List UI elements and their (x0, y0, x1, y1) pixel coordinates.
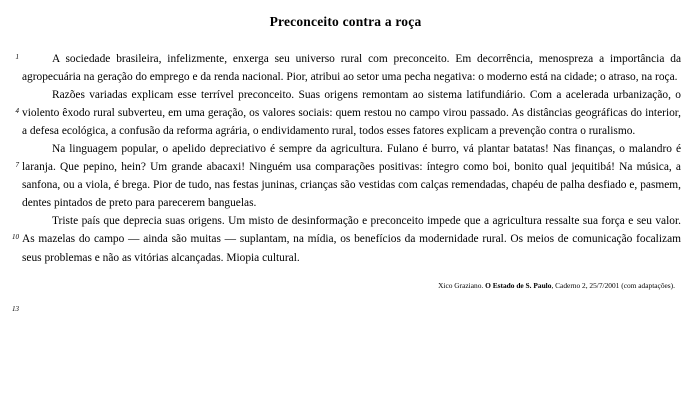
line-number-7: 7 (15, 161, 19, 169)
line-number-10: 10 (12, 233, 19, 241)
source-publication: O Estado de S. Paulo (485, 280, 552, 290)
page-title: Preconceito contra a roça (269, 14, 422, 29)
source-author: Xico Graziano. (438, 280, 484, 290)
line-number-1: 1 (15, 53, 19, 61)
text-column (22, 50, 681, 267)
line-number-gutter (0, 50, 22, 313)
paragraph-1: A sociedade brasileira, infelizmente, enxerga seu universo rural com preconceito. Em decorrência, menospreza a importância da agropecuária na geração do emprego e da renda nacional. Pior, atribui ao setor uma pecha negativa: o moderno está na cidade; o atraso, na roça. (22, 53, 681, 84)
source-attribution (0, 281, 691, 291)
line-number-13: 13 (12, 305, 19, 313)
paragraph-3: Na linguagem popular, o apelido depreciativo é sempre da agricultura. Fulano é burro, vá plantar batatas! Nas finanças, o malandro é laranja. Que pepino, hein? Um grande abacaxi! Ninguém usa comparações positivas: íntegro como boi, bonito qual jequitibá! Na música, a sanfona, ou a viola, é brega. Pior de tudo, nas festas juninas, crianças são vestidas com calças remendadas, chapéu de palha desfiado e, pasmem, dentes pintados de preto para parecerem banguelas. (22, 143, 681, 210)
paragraph-2: Razões variadas explicam esse terrível preconceito. Suas origens remontam ao sistema latifundiário. Com a acelerada urbanização, o violento êxodo rural subverteu, em uma geração, os valores sociais: quem restou no campo virou passado. As distâncias geográficas do interior, a defesa ecológica, a confusão da reforma agrária, o endividamento rural, todos esses fatores explicam a prevenção contra o ruralismo. (22, 89, 681, 138)
paragraph-4: Triste país que deprecia suas origens. Um misto de desinformação e preconceito impede que a agricultura ressalte sua força e seu valor. As mazelas do campo — ainda são muitas — suplantam, na mídia, os benefícios da modernidade rural. Os meios de comunicação focalizam seus problemas e não as vitórias alcançadas. Miopia cultural. (22, 215, 681, 264)
source-details: , Caderno 2, 25/7/2001 (com adaptações). (551, 280, 675, 290)
line-number-4: 4 (15, 107, 19, 115)
